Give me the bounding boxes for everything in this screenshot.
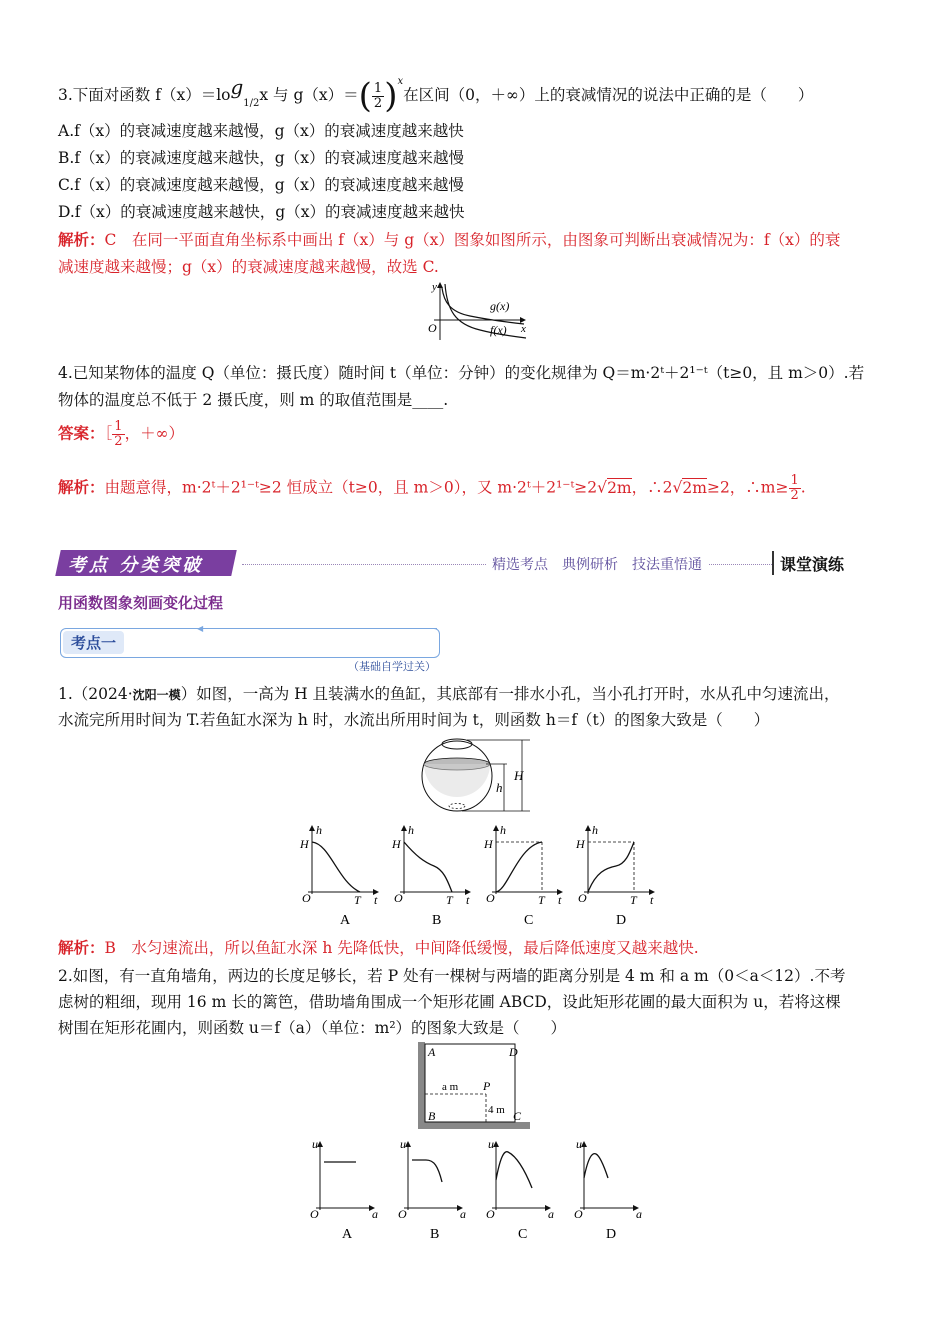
p1-line1	[58, 682, 840, 704]
p2-graph-origin: O	[574, 1207, 583, 1221]
p1-graph-curve	[588, 842, 634, 892]
p1-prefix: 1.（2024·	[58, 685, 133, 703]
q4-analysis-label: 解析：	[58, 477, 105, 497]
p1-analysis-label: 解析：	[58, 938, 105, 957]
p2-graph-origin: O	[486, 1207, 495, 1221]
p2-graph-b	[398, 1138, 466, 1242]
banner-right: 课堂演练	[780, 555, 845, 574]
q4-analysis	[58, 474, 806, 503]
q4-root2: √2m	[672, 478, 707, 497]
garden-4m: 4 m	[488, 1104, 505, 1116]
p2-line2: 虑树的粗细，现用 16 m 长的篱笆，借助墙角围成一个矩形花圃 ABCD，设此矩形花圃的最大面积为 u，若将这棵	[58, 993, 841, 1011]
q4-answer-open: ［	[104, 424, 113, 443]
q4-answer-den: 2	[114, 434, 123, 449]
p1-graph-h: h	[316, 823, 322, 837]
p1-graph-origin: O	[394, 891, 403, 905]
p2-graph-label: D	[606, 1227, 617, 1242]
q3-exp: x	[397, 76, 404, 87]
p2-graph-a: a	[548, 1207, 554, 1221]
p1-graph-H: H	[484, 837, 493, 851]
p2-graph-u: u	[312, 1138, 318, 1151]
q3-option-c[interactable]: C.f（x）的衰减速度越来越慢，g（x）的衰减速度越来越慢	[58, 176, 464, 194]
p2-graph-label: A	[342, 1227, 353, 1242]
p1-graph-t: t	[558, 893, 562, 907]
q4-root2-value: 2m	[682, 478, 707, 497]
garden-am: a m	[442, 1081, 459, 1093]
q3-fig-g-label: g(x)	[490, 299, 510, 313]
banner-divider	[772, 551, 774, 575]
p1-graph-T: T	[538, 893, 545, 907]
q4-line2: 物体的温度总不低于 2 摄氏度，则 m 的取值范围是____.	[58, 391, 449, 409]
garden-C: C	[513, 1109, 522, 1123]
p2-graph-label: B	[430, 1227, 440, 1242]
q4-answer-close: ，＋∞）	[124, 424, 184, 443]
p2-graph-curve	[412, 1160, 442, 1182]
q3-fig-x: x	[521, 323, 526, 335]
kaodian-arrow-head-icon: ◀	[197, 624, 204, 633]
p1-analysis	[58, 936, 699, 958]
q4-answer	[58, 420, 184, 449]
p1-graph-yarrow	[585, 825, 591, 831]
p1-graph-curve	[312, 842, 360, 892]
p2-graph-origin: O	[310, 1207, 319, 1221]
q3-paren-right: )	[384, 76, 398, 116]
p2-graph-curve	[584, 1154, 608, 1178]
q3-fig-y: y	[432, 281, 437, 293]
p2-line3: 树围在矩形花圃内，则函数 u＝f（a）（单位：m²）的图象大致是（ ）	[58, 1019, 567, 1037]
q3-analysis-line2: 减速度越来越慢；g（x）的衰减速度越来越慢，故选 C.	[58, 258, 439, 276]
q4-answer-num: 1	[114, 419, 123, 434]
p1-graph-c	[483, 823, 563, 928]
p1-graph-t: t	[650, 893, 654, 907]
p2-graph-origin: O	[398, 1207, 407, 1221]
garden-figure	[408, 1040, 533, 1134]
p2-graph-a: a	[636, 1207, 642, 1221]
p2-graph-a: a	[372, 1207, 378, 1221]
p1-graph-H: H	[392, 837, 401, 851]
garden-A: A	[428, 1045, 436, 1059]
p1-graph-T: T	[354, 893, 361, 907]
fish-tank-figure	[412, 734, 542, 814]
p1-graph-t: t	[466, 893, 470, 907]
p1-graph-h: h	[408, 823, 414, 837]
q4-analysis-fraction	[789, 474, 801, 503]
p1-graph-origin: O	[486, 891, 495, 905]
q4-answer-fraction	[112, 420, 124, 449]
kaodian-sub: （基础自学过关）	[348, 660, 436, 673]
p2-graph-label: C	[518, 1227, 528, 1242]
section-banner	[58, 548, 858, 580]
p1-source: 沈阳一模	[132, 688, 181, 702]
garden-D: D	[509, 1045, 518, 1059]
p1-graph-curve	[404, 842, 452, 892]
q3-fig-origin: O	[428, 321, 437, 335]
q3-analysis-label: 解析：	[58, 230, 105, 249]
p1-graph-H: H	[300, 837, 309, 851]
q4-analysis-c: ≥2，∴m≥	[706, 478, 789, 497]
q4-analysis-b: ，∴2	[631, 478, 673, 497]
p2-graph-u: u	[400, 1138, 406, 1151]
q4-root1: √2m	[597, 478, 632, 497]
p1-graphs	[290, 822, 670, 932]
q3-stem-a: 3.下面对函数 f（x）＝lo	[58, 86, 231, 104]
banner-items: 精选考点 典例研析 技法重悟通	[486, 554, 708, 574]
p1-graph-label: D	[616, 913, 627, 928]
kaodian-frame	[60, 624, 440, 658]
p1-line2: 水流完所用时间为 T.若鱼缸水深为 h 时，水流出所用时间为 t，则函数 h＝f（t）的图象大致是（ ）	[58, 711, 770, 729]
p1-graph-h: h	[592, 823, 598, 837]
p1-graph-yarrow	[309, 825, 315, 831]
p1-graph-h: h	[500, 823, 506, 837]
q3-log-base: 1/2	[243, 98, 260, 109]
p1-graph-b	[391, 823, 471, 928]
p1-line1-text: ）如图，一高为 H 且装满水的鱼缸，其底部有一排水小孔，当小孔打开时，水从孔中匀速流出，	[180, 685, 840, 703]
p1-graph-T: T	[630, 893, 637, 907]
p1-graph-origin: O	[578, 891, 587, 905]
banner-title: 考点 分类突破	[68, 555, 204, 576]
kaodian-arrow-line	[201, 628, 437, 629]
q4-line1: 4.已知某物体的温度 Q（单位：摄氏度）随时间 t（单位：分钟）的变化规律为 Q＝m·2ᵗ＋2¹⁻ᵗ（t≥0，且 m＞0）.若	[58, 364, 865, 382]
p2-graph-u: u	[488, 1138, 494, 1151]
q3-analysis-line1	[58, 228, 840, 250]
garden-B: B	[428, 1109, 436, 1123]
q3-stem	[58, 76, 813, 116]
p1-graph-curve	[496, 842, 542, 892]
p2-line1: 2.如图，有一直角墙角，两边的长度足够长，若 P 处有一棵树与两墙的距离分别是 4 m 和 a m（0＜a＜12）.不考	[58, 967, 846, 985]
q3-decay-figure	[420, 280, 532, 344]
q3-fig-f-label: f(x)	[490, 323, 507, 337]
p1-graph-origin: O	[302, 891, 311, 905]
p2-graph-u: u	[576, 1138, 582, 1151]
p1-graph-yarrow	[401, 825, 407, 831]
q3-option-a[interactable]: A.f（x）的衰减速度越来越慢，g（x）的衰减速度越来越快	[58, 122, 464, 140]
q4-analysis-end: .	[800, 478, 806, 497]
garden-P: P	[483, 1079, 491, 1093]
p1-graph-d	[575, 823, 655, 928]
p1-analysis-text: B 水匀速流出，所以鱼缸水深 h 先降低快，中间降低缓慢，最后降低速度又越来越快.	[104, 939, 699, 957]
p1-graph-yarrow	[493, 825, 499, 831]
tank-h-label: h	[496, 780, 503, 795]
p2-graph-a	[310, 1138, 378, 1242]
q3-stem-b: x 与 g（x）＝	[259, 86, 359, 104]
p1-graph-H: H	[576, 837, 585, 851]
p2-graphs	[300, 1138, 660, 1242]
p1-graph-a	[299, 823, 379, 928]
q3-half-fraction	[372, 82, 384, 111]
p1-graph-t: t	[374, 893, 378, 907]
p2-graph-curve	[496, 1152, 532, 1188]
q3-stem-c: 在区间（0，＋∞）上的衰减情况的说法中正确的是（ ）	[403, 86, 814, 104]
q3-option-d[interactable]: D.f（x）的衰减速度越来越快，g（x）的衰减速度越来越快	[58, 203, 465, 221]
p2-graph-d	[574, 1138, 642, 1242]
p2-graph-c	[486, 1138, 554, 1242]
q4-frac-den: 2	[790, 488, 799, 503]
p1-graph-label: B	[432, 913, 442, 928]
p2-graph-a: a	[460, 1207, 466, 1221]
q3-half-den: 2	[373, 95, 383, 111]
q3-half-num: 1	[373, 80, 383, 96]
p1-graph-label: A	[340, 913, 351, 928]
q3-analysis-text1: C 在同一平面直角坐标系中画出 f（x）与 g（x）图象如图所示，由图象可判断出衰减情况为：f（x）的衰	[104, 231, 841, 249]
q3-paren-left: (	[358, 76, 372, 116]
section-title: 用函数图象刻画变化过程	[58, 594, 224, 612]
p1-graph-T: T	[446, 893, 453, 907]
q4-analysis-a: 由题意得，m·2ᵗ＋2¹⁻ᵗ≥2 恒成立（t≥0，且 m＞0），又 m·2ᵗ＋2¹⁻ᵗ≥2	[104, 478, 598, 497]
q4-frac-num: 1	[790, 473, 799, 488]
q4-answer-label: 答案：	[58, 423, 105, 443]
q4-root1-value: 2m	[607, 478, 632, 497]
p1-graph-label: C	[524, 913, 534, 928]
q3-option-b[interactable]: B.f（x）的衰减速度越来越快，g（x）的衰减速度越来越慢	[58, 149, 464, 167]
kaodian-tag: 考点一	[63, 631, 124, 654]
tank-H-label: H	[514, 768, 524, 783]
q3-log-g: g	[230, 75, 244, 99]
